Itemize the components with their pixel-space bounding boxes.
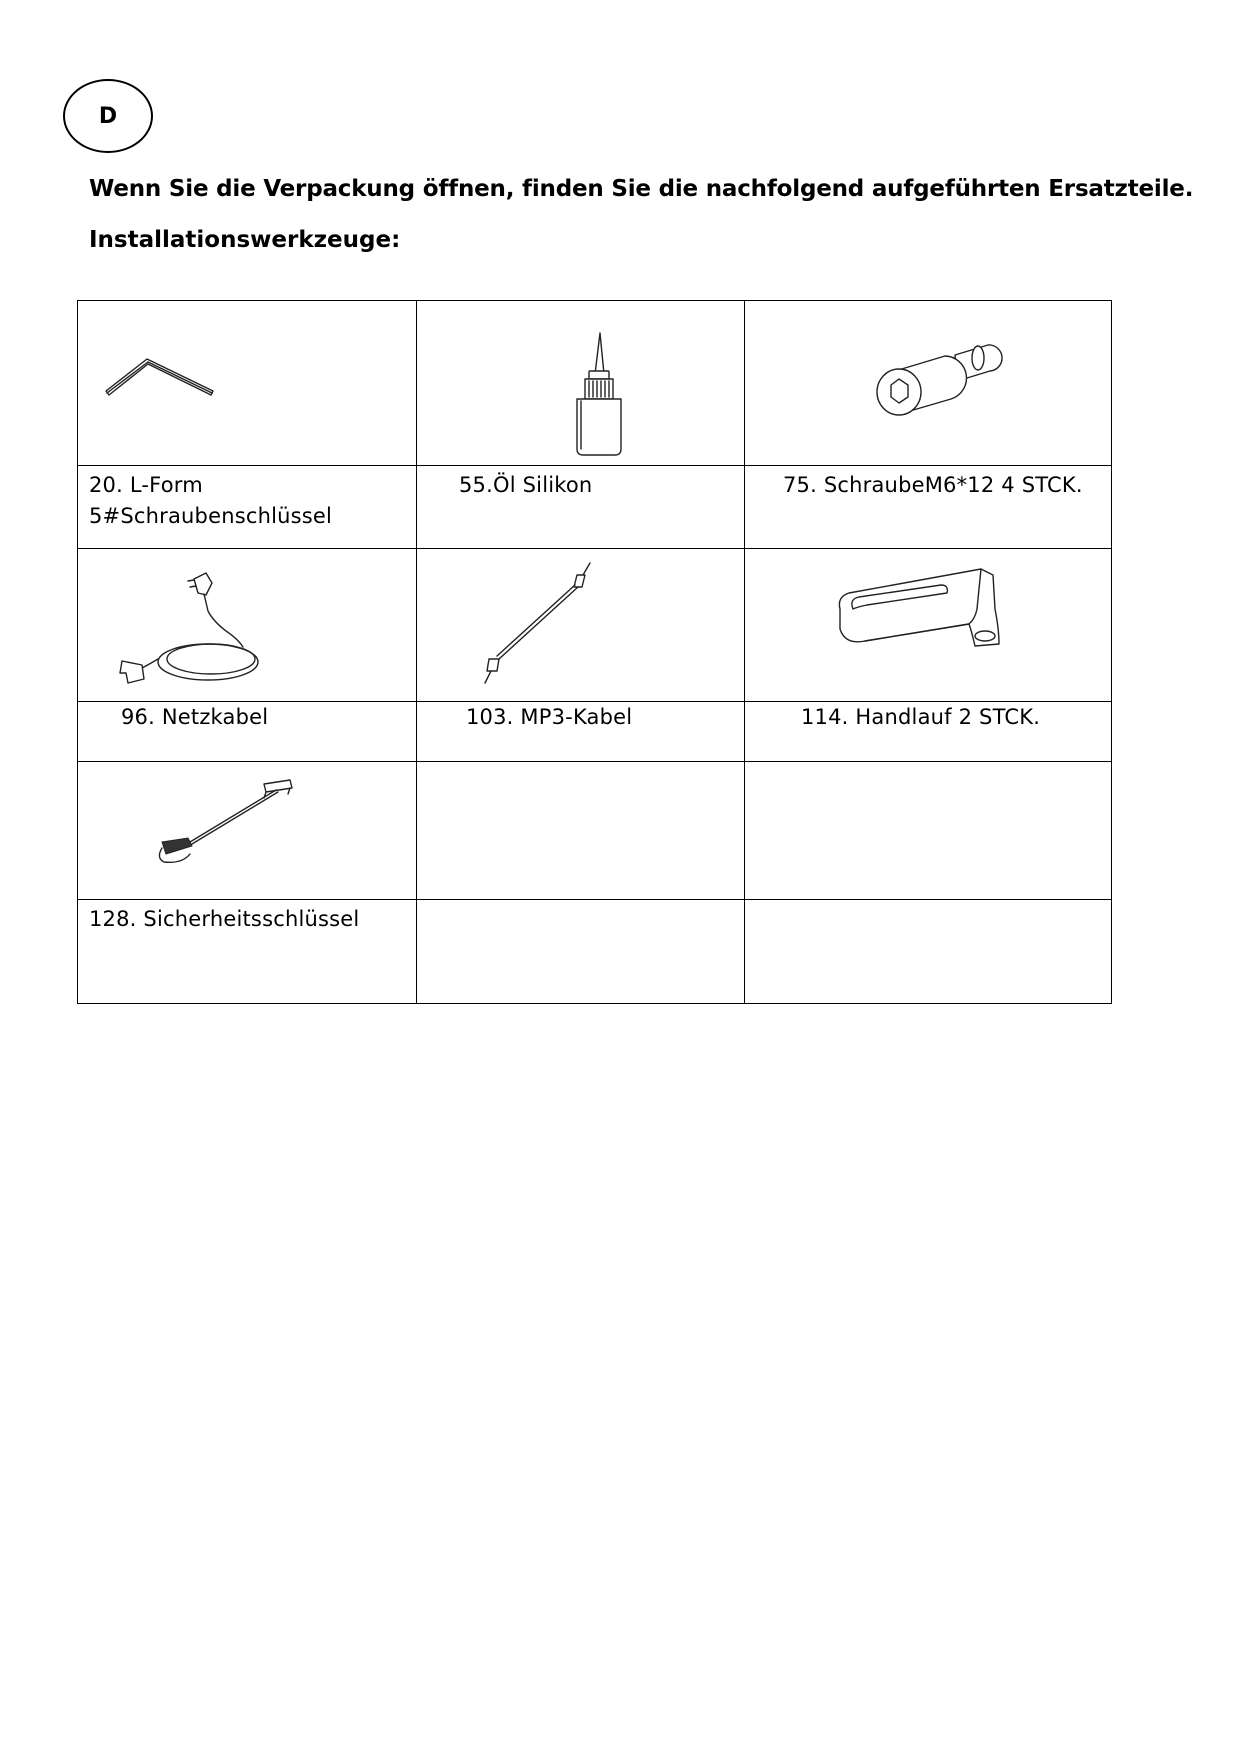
part-label: 103. MP3-Kabel [466, 705, 633, 729]
part-label-cell [417, 702, 745, 762]
l-wrench-icon [78, 301, 417, 466]
parts-label-row [78, 900, 1112, 1004]
tools-heading: Installationswerkzeuge: [89, 227, 401, 253]
part-label-cell [78, 702, 417, 762]
part-label-cell [417, 466, 745, 549]
safety-key-icon [78, 762, 417, 900]
parts-label-row [78, 702, 1112, 762]
part-label: 114. Handlauf 2 STCK. [801, 705, 1041, 729]
mp3-cable-icon [417, 549, 745, 702]
parts-label-row [78, 466, 1112, 549]
parts-image-row [78, 762, 1112, 900]
parts-table [77, 300, 1112, 1004]
part-label: 20. L-Form [89, 473, 203, 497]
part-label: 75. SchraubeM6*12 4 STCK. [783, 473, 1083, 497]
part-label-cell [745, 466, 1112, 549]
part-label-cell [745, 900, 1112, 1004]
part-image-cell [745, 301, 1112, 466]
part-image-cell [78, 549, 417, 702]
part-label: 128. Sicherheitsschlüssel [89, 907, 360, 931]
parts-image-row [78, 301, 1112, 466]
screw-icon [745, 301, 1112, 466]
parts-image-row [78, 549, 1112, 702]
part-label-cell [417, 900, 745, 1004]
handrail-icon [745, 549, 1112, 702]
power-cable-icon [78, 549, 417, 702]
oil-bottle-icon [417, 301, 745, 466]
part-label-cell [745, 702, 1112, 762]
part-label: 5#Schraubenschlüssel [89, 504, 333, 528]
language-badge-label: D [98, 103, 118, 129]
part-image-cell [417, 549, 745, 702]
language-badge [63, 79, 153, 153]
part-image-cell [417, 301, 745, 466]
part-label-cell [78, 900, 417, 1004]
part-label: 96. Netzkabel [121, 705, 269, 729]
intro-text: Wenn Sie die Verpackung öffnen, finden Sie die nachfolgend aufgeführten Ersatzteile. [89, 176, 1194, 202]
part-image-cell [78, 301, 417, 466]
part-image-cell [417, 762, 745, 900]
part-label: 55.Öl Silikon [459, 473, 593, 497]
part-image-cell [745, 762, 1112, 900]
part-image-cell [78, 762, 417, 900]
part-label-cell [78, 466, 417, 549]
part-image-cell [745, 549, 1112, 702]
